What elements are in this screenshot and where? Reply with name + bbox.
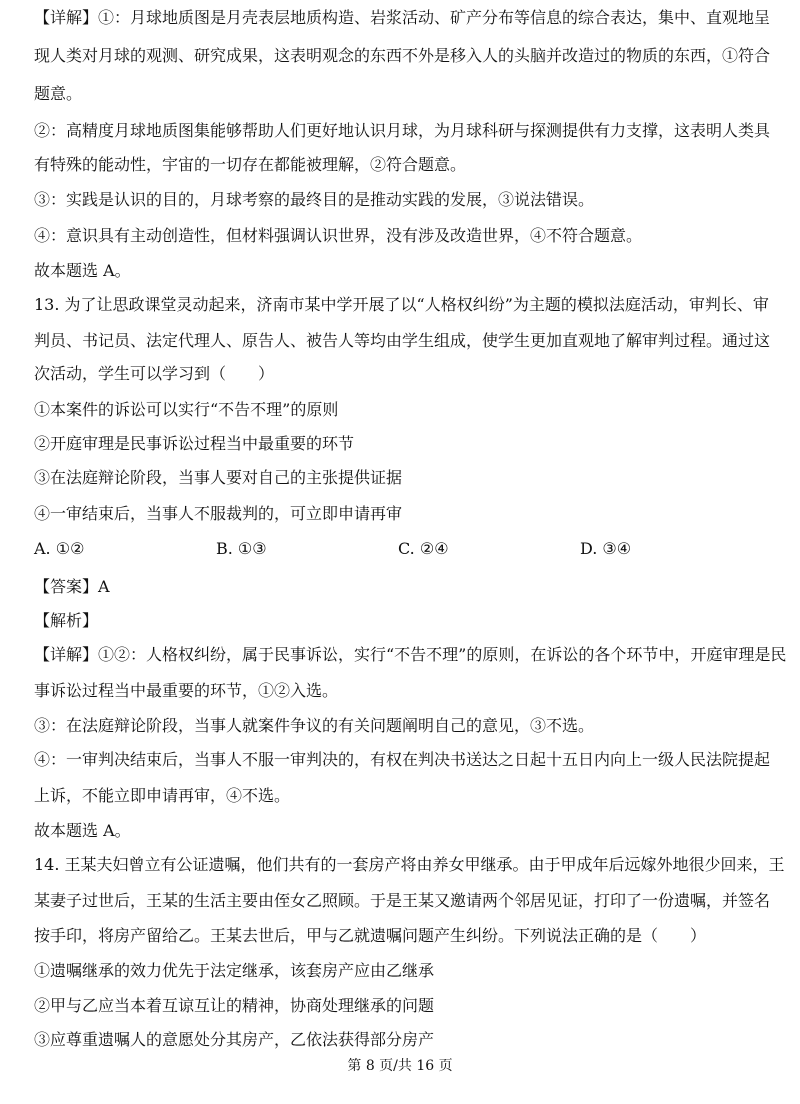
q13-option-c: C. ②④ [398,539,449,558]
q13-statement-2: ②开庭审理是民事诉讼过程当中最重要的环节 [34,434,355,453]
q13-statement-1: ①本案件的诉讼可以实行“不告不理”的原则 [34,400,339,419]
q13-statement-3: ③在法庭辩论阶段，当事人要对自己的主张提供证据 [34,468,403,487]
q13-option-d: D. ③④ [580,539,632,558]
q12-explanation-line-2: 现人类对月球的观测、研究成果，这表明观念的东西不外是移入人的头脑并改造过的物质的东西，①符合 [34,46,771,65]
q14-statement-2: ②甲与乙应当本着互谅互让的精神，协商处理继承的问题 [34,996,435,1015]
q12-explanation-line-3: 题意。 [34,84,83,103]
q13-stem-line-1: 13. 为了让思政课堂灵动起来，济南市某中学开展了以“人格权纠纷”为主题的模拟法庭活动，审判长、审 [34,295,769,314]
q12-conclusion: 故本题选 A。 [34,261,131,280]
q13-options [34,539,774,559]
q13-stem-line-3: 次活动，学生可以学习到（ ） [34,364,275,383]
page-footer: 第 8 页/共 16 页 [347,1058,453,1074]
q14-statement-1: ①遗嘱继承的效力优先于法定继承，该套房产应由乙继承 [34,961,435,980]
q14-stem-line-3: 按手印，将房产留给乙。王某去世后，甲与乙就遗嘱问题产生纠纷。下列说法正确的是（ ） [34,926,707,945]
q14-stem-line-1: 14. 王某夫妇曾立有公证遗嘱，他们共有的一套房产将由养女甲继承。由于甲成年后远嫁外地很少回来，王 [34,855,785,874]
q13-explanation-line-3: ③：在法庭辩论阶段，当事人就案件争议的有关问题阐明自己的意见，③不选。 [34,716,595,735]
q13-analysis-heading: 【解析】 [34,611,99,630]
q13-explanation-line-1: 【详解】①②：人格权纠纷，属于民事诉讼，实行“不告不理”的原则，在诉讼的各个环节中，开庭审理是民 [34,645,787,664]
q14-stem-line-2: 某妻子过世后，王某的生活主要由侄女乙照顾。于是王某又邀请两个邻居见证，打印了一份遗嘱，并签名 [34,891,771,910]
q12-explanation-line-6: ③：实践是认识的目的，月球考察的最终目的是推动实践的发展，③说法错误。 [34,190,595,209]
q12-explanation-line-5: 有特殊的能动性，宇宙的一切存在都能被理解，②符合题意。 [34,155,467,174]
q12-explanation-line-7: ④：意识具有主动创造性，但材料强调认识世界，没有涉及改造世界，④不符合题意。 [34,226,643,245]
q13-explanation-line-2: 事诉讼过程当中最重要的环节，①②入选。 [34,681,339,700]
q13-option-a: A. ①② [34,539,85,558]
q13-explanation-line-5: 上诉，不能立即申请再审，④不选。 [34,786,291,805]
q13-answer: 【答案】A [34,577,110,596]
q13-option-b: B. ①③ [216,539,267,558]
q13-stem-line-2: 判员、书记员、法定代理人、原告人、被告人等均由学生组成，使学生更加直观地了解审判过程。通过这 [34,331,771,350]
q14-statement-3: ③应尊重遗嘱人的意愿处分其房产，乙依法获得部分房产 [34,1030,435,1049]
q13-conclusion: 故本题选 A。 [34,821,131,840]
q12-explanation-line-1: 【详解】①：月球地质图是月壳表层地质构造、岩浆活动、矿产分布等信息的综合表达，集中、直观地呈 [34,8,771,27]
q13-explanation-line-4: ④：一审判决结束后，当事人不服一审判决的，有权在判决书送达之日起十五日内向上一级人民法院提起 [34,750,771,769]
q12-explanation-line-4: ②：高精度月球地质图集能够帮助人们更好地认识月球，为月球科研与探测提供有力支撑，这表明人类具 [34,121,771,140]
q13-statement-4: ④一审结束后，当事人不服裁判的，可立即申请再审 [34,504,403,523]
